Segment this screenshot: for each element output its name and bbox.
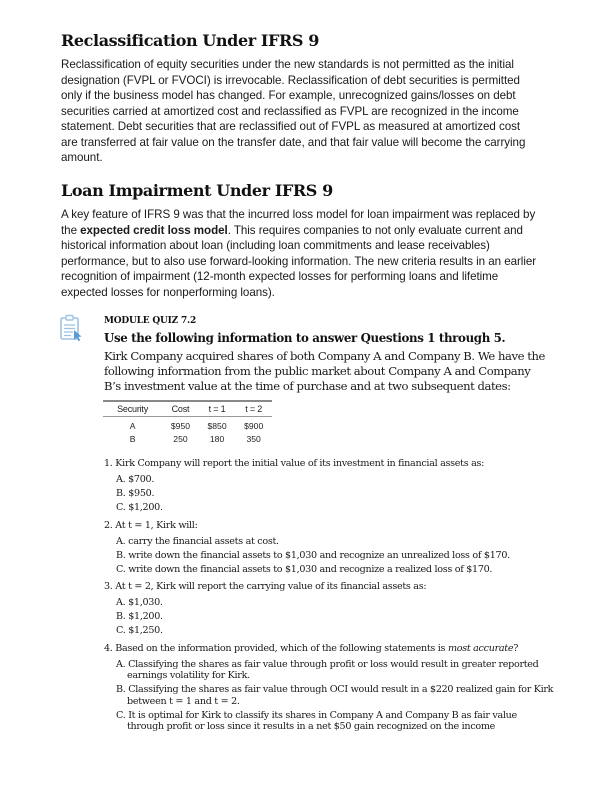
loan-text-pre: A key feature of IFRS 9 was that the incurred loss model for loan impairment was replaced by the (61, 208, 536, 237)
question-stem (104, 642, 554, 655)
header-t2: t = 2 (235, 401, 272, 417)
answer-option: C. $1,200. (116, 502, 163, 513)
expected-credit-loss-term: expected credit loss model (80, 223, 228, 237)
cell-t1: 180 (209, 434, 225, 444)
answer-option: C. $1,250. (116, 625, 163, 636)
stem-text: 4. Based on the information provided, which of the following statements is (104, 642, 448, 654)
cell-t2: 350 (246, 434, 261, 444)
quiz-description: Kirk Company acquired shares of both Company A and Company B. We have the following information from the public market about Company A and Company B’s investment value at the time of purchase and at two subsequent dates: (104, 349, 545, 393)
table-header-row (103, 401, 272, 417)
question-3 (104, 580, 554, 637)
cell-security: B (129, 434, 136, 444)
section-heading-loan-impairment: Loan Impairment Under IFRS 9 (61, 181, 333, 200)
answer-option: C. It is optimal for Kirk to classify its shares in Company A and Company B as fair value through profit or loss since it results in a net $50 gain recognized on the income (116, 709, 517, 732)
answer-option: B. Classifying the shares as fair value through OCI would result in a $220 realized gain for Kirk between t = 1 and t = 2. (116, 684, 554, 707)
question-stem: 1. Kirk Company will report the initial value of its investment in financial assets as: (104, 458, 485, 469)
question-4 (104, 642, 554, 733)
clipboard-cursor-icon (59, 314, 85, 342)
module-quiz (104, 316, 549, 394)
quiz-intro: Use the following information to answer Questions 1 through 5. (104, 331, 506, 345)
cell-t1: $850 (207, 421, 227, 431)
question-stem: 3. At t = 2, Kirk will report the carrying value of its financial assets as: (104, 581, 427, 592)
question-stem: 2. At t = 1, Kirk will: (104, 519, 198, 531)
answer-option: B. $1,200. (116, 611, 163, 622)
stem-text-end: ? (513, 642, 519, 654)
quiz-label: MODULE QUIZ 7.2 (104, 316, 197, 326)
answer-option: B. $950. (116, 488, 155, 499)
table-row (103, 417, 272, 433)
loan-text-post: . This requires companies to not only evaluate current and historical information about loan (including loan commitments and lease receivables) performance, but to also use forward-looking information. The new criteria results in an earlier recognition of impairment (12-month expected losses for performing loans and lifetime expected losses for nonperforming loans). (61, 223, 537, 299)
header-security: Security (103, 401, 162, 417)
answer-option: A. $1,030. (116, 597, 163, 608)
cell-cost: $950 (170, 421, 191, 431)
header-t1: t = 1 (199, 401, 236, 417)
section-heading-reclassification: Reclassification Under IFRS 9 (61, 31, 319, 50)
quiz-questions (104, 457, 554, 738)
answer-option: A. Classifying the shares as fair value through profit or loss would result in greater reported earnings volatility for Kirk. (116, 658, 539, 681)
answer-option: A. $700. (116, 474, 155, 485)
reclassification-paragraph: Reclassification of equity securities under the new standards is not permitted as the initial designation (FVPL or FVOCI) is irrevocable. Reclassification of debt securities is permitted only if the business model has changed. For example, unrecognized gains/losses on debt securities carried at amortized cost and reclassified as FVPL are recognized in the income statement. Debt securities that are reclassified out of FVPL as measured at amortized cost are transferred at fair value on the transfer date, and that fair value will become the carrying amount. (61, 58, 526, 164)
table-row (103, 432, 272, 445)
answer-option: B. write down the financial assets to $1,030 and recognize an unrealized loss of $170. (116, 549, 510, 561)
question-2 (104, 519, 554, 576)
header-cost: Cost (162, 401, 199, 417)
answer-option: A. carry the financial assets at cost. (116, 535, 279, 547)
answer-option: C. write down the financial assets to $1,030 and recognize a realized loss of $170. (116, 563, 493, 575)
cell-security: A (129, 421, 136, 431)
question-1 (104, 457, 554, 514)
investment-value-table (103, 400, 272, 445)
cell-cost: 250 (173, 434, 188, 444)
stem-emphasis: most accurate (447, 642, 514, 654)
loan-impairment-paragraph (61, 207, 539, 300)
cell-t2: $900 (244, 421, 264, 431)
